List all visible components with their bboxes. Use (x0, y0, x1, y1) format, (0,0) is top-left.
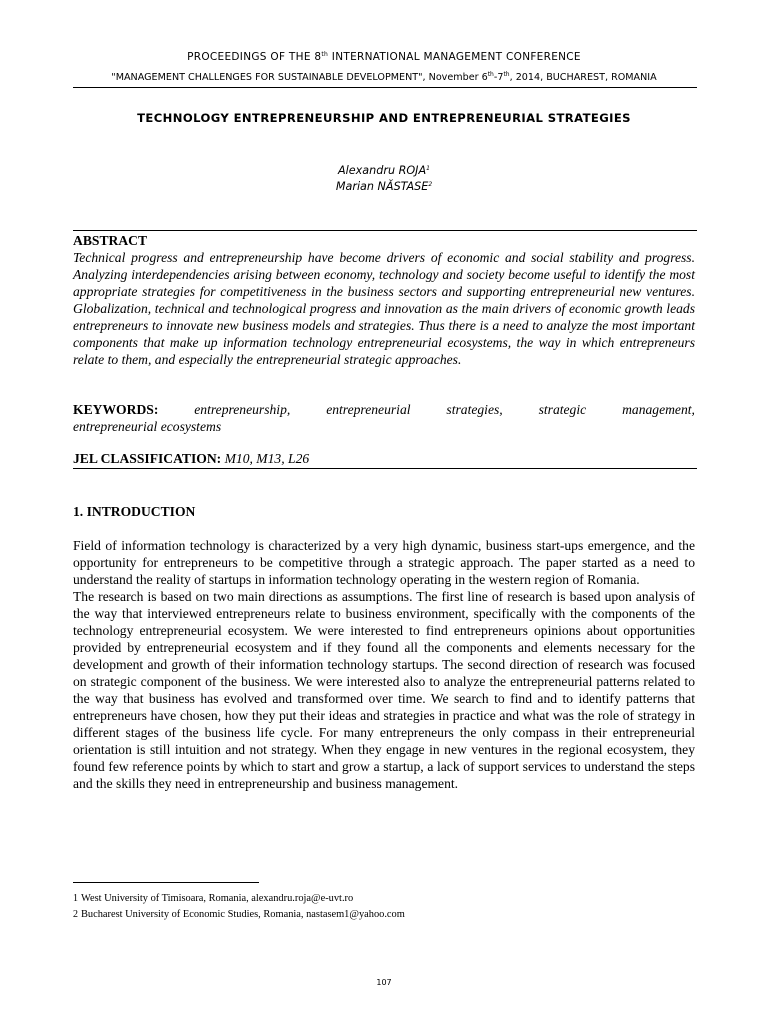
abstract-top-divider (73, 230, 697, 231)
header-line1-sup: th (321, 51, 329, 58)
keywords-section (73, 401, 695, 435)
keyword-4: strategic (538, 402, 587, 417)
introduction-body (73, 537, 695, 792)
author-1-name: Alexandru ROJA (338, 164, 427, 177)
proceedings-header (0, 51, 768, 63)
jel-bottom-divider (73, 468, 697, 469)
header-line2-dash: -7 (493, 72, 504, 83)
header-divider (73, 87, 697, 88)
header-line2-sup2: th (503, 71, 510, 78)
abstract-section (73, 232, 695, 368)
keywords-label: KEYWORDS: (73, 402, 159, 417)
footnote-1-text: West University of Timisoara, Romania, alexandru.roja@e-uvt.ro (81, 893, 354, 904)
header-line2-text: "MANAGEMENT CHALLENGES FOR SUSTAINABLE DEVELOPMENT", November 6 (111, 72, 488, 83)
jel-label: JEL CLASSIFICATION: (73, 451, 222, 466)
jel-section (73, 450, 695, 467)
introduction-heading: 1. INTRODUCTION (73, 504, 196, 519)
introduction-paragraph-2: The research is based on two main directions as assumptions. The first line of research is based upon analysis of the way that interviewed entrepreneurs relate to business environment, specifically with the components of the technology entrepreneurial ecosystem. We were interested to find entrepreneurs opinions about opportunities provided by entrepreneurial ecosystem and if they found all the components and elements necessary for the development and growth of their information technology startups. The second direction of research was focused on strategic component of the business. We were interested also to analyze the entrepreneurial patterns related to the way that business has evolved and transformed over time. We search to find and to identify patterns that entrepreneurs have chosen, how they put their ideas and strategies in practice and what was the role of strategy in different stages of the business life cycle. For many entrepreneurs the only compass in their entrepreneurial orientation is still intuition and not strategy. When they engage in new ventures in the regional ecosystem, they found few reference points by which to start and grow a startup, a lack of support services to understand the steps and the skills they need in entrepreneurship and business management. (73, 589, 695, 791)
page-number: 107 (376, 978, 392, 987)
introduction-paragraph-1: Field of information technology is characterized by a very high dynamic, business start-ups emergence, and the opportunity for entrepreneurs to be competitive through a strategic approach. The paper started as a need to understand the reality of startups in information technology operating in the western region of Romania. (73, 538, 695, 587)
footnote-2-text: Bucharest University of Economic Studies, Romania, nastasem1@yahoo.com (81, 909, 405, 920)
abstract-heading: ABSTRACT (73, 233, 148, 248)
author-2-footnote-mark: 2 (428, 181, 433, 188)
keywords-line-2: entrepreneurial ecosystems (73, 419, 222, 434)
header-line2-sup1: th (487, 71, 494, 78)
header-line2-text-end: , 2014, BUCHAREST, ROMANIA (509, 72, 657, 83)
keyword-5: management, (622, 402, 695, 417)
keyword-2: entrepreneurial (326, 402, 411, 417)
keyword-1: entrepreneurship, (194, 402, 291, 417)
header-line1-text-end: INTERNATIONAL MANAGEMENT CONFERENCE (328, 51, 581, 63)
footnote-1 (73, 893, 695, 904)
footnote-2-number: 2 (73, 909, 78, 920)
footnote-2 (73, 909, 695, 920)
keyword-3: strategies, (446, 402, 503, 417)
author-2 (0, 180, 768, 193)
footnote-divider (73, 882, 259, 883)
conference-subheader (0, 71, 768, 83)
abstract-text: Technical progress and entrepreneurship have become drivers of economic and social stability and progress. Analyzing interdependencies arising between economy, technology and society become useful to identify the most appropriate strategies for competitiveness in the business sectors and supporting entrepreneurial new ventures. Globalization, technical and technological progress and innovation as the main drivers of economic growth leads entrepreneurs to innovate new business models and strategies. Thus there is a need to analyze the most important components that make up information technology entrepreneurial ecosystems, the way in which entrepreneurs relate to them, and especially the entrepreneurial strategic approaches. (73, 250, 695, 367)
footnote-1-number: 1 (73, 893, 78, 904)
header-line1-text: PROCEEDINGS OF THE 8 (187, 51, 322, 63)
author-1 (0, 164, 768, 177)
author-2-name: Marian NĂSTASE (335, 180, 429, 193)
author-1-footnote-mark: 1 (426, 165, 430, 172)
keywords-line-1 (73, 401, 695, 418)
jel-codes: M10, M13, L26 (224, 451, 310, 466)
paper-title: TECHNOLOGY ENTREPRENEURSHIP AND ENTREPRENEURIAL STRATEGIES (137, 111, 631, 125)
